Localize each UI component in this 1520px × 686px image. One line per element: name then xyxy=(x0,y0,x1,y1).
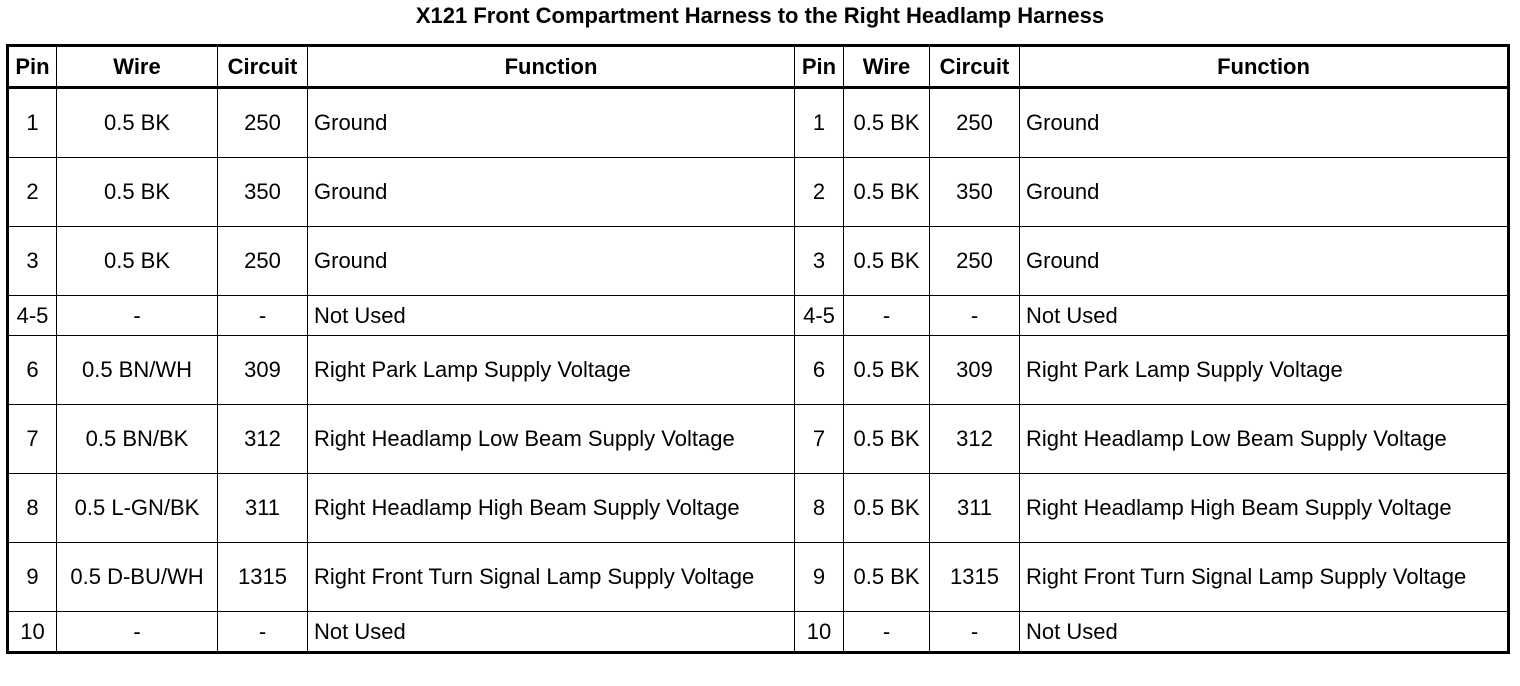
wire-cell: 0.5 L-GN/BK xyxy=(57,474,218,543)
table-row xyxy=(8,336,1509,405)
function-cell: Right Front Turn Signal Lamp Supply Voltage xyxy=(308,543,795,612)
function-cell: Ground xyxy=(1020,158,1509,227)
function-cell: Right Headlamp High Beam Supply Voltage xyxy=(308,474,795,543)
wire-cell: 0.5 BK xyxy=(844,336,930,405)
table-row xyxy=(8,405,1509,474)
circuit-cell: 309 xyxy=(218,336,308,405)
function-cell: Right Park Lamp Supply Voltage xyxy=(1020,336,1509,405)
pin-cell: 9 xyxy=(8,543,57,612)
circuit-cell: - xyxy=(218,296,308,336)
pin-cell: 4-5 xyxy=(795,296,844,336)
header-row xyxy=(8,46,1509,88)
pin-cell: 2 xyxy=(8,158,57,227)
pin-cell: 3 xyxy=(795,227,844,296)
pin-cell: 3 xyxy=(8,227,57,296)
wire-cell: - xyxy=(844,296,930,336)
wire-cell: 0.5 BK xyxy=(844,227,930,296)
function-cell: Ground xyxy=(1020,88,1509,158)
column-header-pin: Pin xyxy=(795,46,844,88)
wire-cell: - xyxy=(57,296,218,336)
table-row xyxy=(8,88,1509,158)
function-cell: Ground xyxy=(308,227,795,296)
column-header-wire: Wire xyxy=(57,46,218,88)
function-cell: Not Used xyxy=(1020,612,1509,653)
wire-cell: 0.5 BK xyxy=(844,88,930,158)
wire-cell: 0.5 BK xyxy=(844,405,930,474)
circuit-cell: 250 xyxy=(218,227,308,296)
pin-cell: 9 xyxy=(795,543,844,612)
pin-cell: 6 xyxy=(795,336,844,405)
pin-cell: 10 xyxy=(795,612,844,653)
column-header-wire: Wire xyxy=(844,46,930,88)
wire-cell: 0.5 BK xyxy=(844,543,930,612)
function-cell: Right Front Turn Signal Lamp Supply Voltage xyxy=(1020,543,1509,612)
circuit-cell: 312 xyxy=(218,405,308,474)
circuit-cell: 1315 xyxy=(218,543,308,612)
wire-cell: 0.5 BK xyxy=(844,474,930,543)
pin-cell: 4-5 xyxy=(8,296,57,336)
circuit-cell: 312 xyxy=(930,405,1020,474)
circuit-cell: 309 xyxy=(930,336,1020,405)
column-header-function: Function xyxy=(1020,46,1509,88)
table-row xyxy=(8,612,1509,653)
circuit-cell: 350 xyxy=(218,158,308,227)
pin-cell: 7 xyxy=(8,405,57,474)
function-cell: Ground xyxy=(308,88,795,158)
circuit-cell: 1315 xyxy=(930,543,1020,612)
table-row xyxy=(8,474,1509,543)
pin-cell: 1 xyxy=(795,88,844,158)
wire-cell: 0.5 BN/WH xyxy=(57,336,218,405)
circuit-cell: 250 xyxy=(930,88,1020,158)
function-cell: Right Headlamp Low Beam Supply Voltage xyxy=(308,405,795,474)
column-header-circuit: Circuit xyxy=(930,46,1020,88)
circuit-cell: - xyxy=(930,612,1020,653)
table-row xyxy=(8,543,1509,612)
pin-cell: 7 xyxy=(795,405,844,474)
pin-cell: 1 xyxy=(8,88,57,158)
wire-cell: 0.5 D-BU/WH xyxy=(57,543,218,612)
function-cell: Right Headlamp High Beam Supply Voltage xyxy=(1020,474,1509,543)
circuit-cell: 311 xyxy=(218,474,308,543)
table-row xyxy=(8,227,1509,296)
wire-cell: - xyxy=(57,612,218,653)
function-cell: Ground xyxy=(1020,227,1509,296)
pin-cell: 6 xyxy=(8,336,57,405)
pin-cell: 8 xyxy=(8,474,57,543)
wire-cell: 0.5 BK xyxy=(844,158,930,227)
pin-cell: 10 xyxy=(8,612,57,653)
function-cell: Not Used xyxy=(1020,296,1509,336)
function-cell: Right Park Lamp Supply Voltage xyxy=(308,336,795,405)
function-cell: Right Headlamp Low Beam Supply Voltage xyxy=(1020,405,1509,474)
circuit-cell: 250 xyxy=(930,227,1020,296)
wire-cell: - xyxy=(844,612,930,653)
function-cell: Not Used xyxy=(308,296,795,336)
circuit-cell: 311 xyxy=(930,474,1020,543)
pin-cell: 2 xyxy=(795,158,844,227)
pin-cell: 8 xyxy=(795,474,844,543)
wire-cell: 0.5 BN/BK xyxy=(57,405,218,474)
circuit-cell: - xyxy=(930,296,1020,336)
wire-cell: 0.5 BK xyxy=(57,88,218,158)
column-header-function: Function xyxy=(308,46,795,88)
function-cell: Ground xyxy=(308,158,795,227)
pinout-table xyxy=(6,44,1510,654)
circuit-cell: - xyxy=(218,612,308,653)
table-row xyxy=(8,296,1509,336)
column-header-circuit: Circuit xyxy=(218,46,308,88)
wire-cell: 0.5 BK xyxy=(57,158,218,227)
page-title: X121 Front Compartment Harness to the Right Headlamp Harness xyxy=(415,3,1105,28)
table-row xyxy=(8,158,1509,227)
circuit-cell: 250 xyxy=(218,88,308,158)
function-cell: Not Used xyxy=(308,612,795,653)
column-header-pin: Pin xyxy=(8,46,57,88)
circuit-cell: 350 xyxy=(930,158,1020,227)
wire-cell: 0.5 BK xyxy=(57,227,218,296)
